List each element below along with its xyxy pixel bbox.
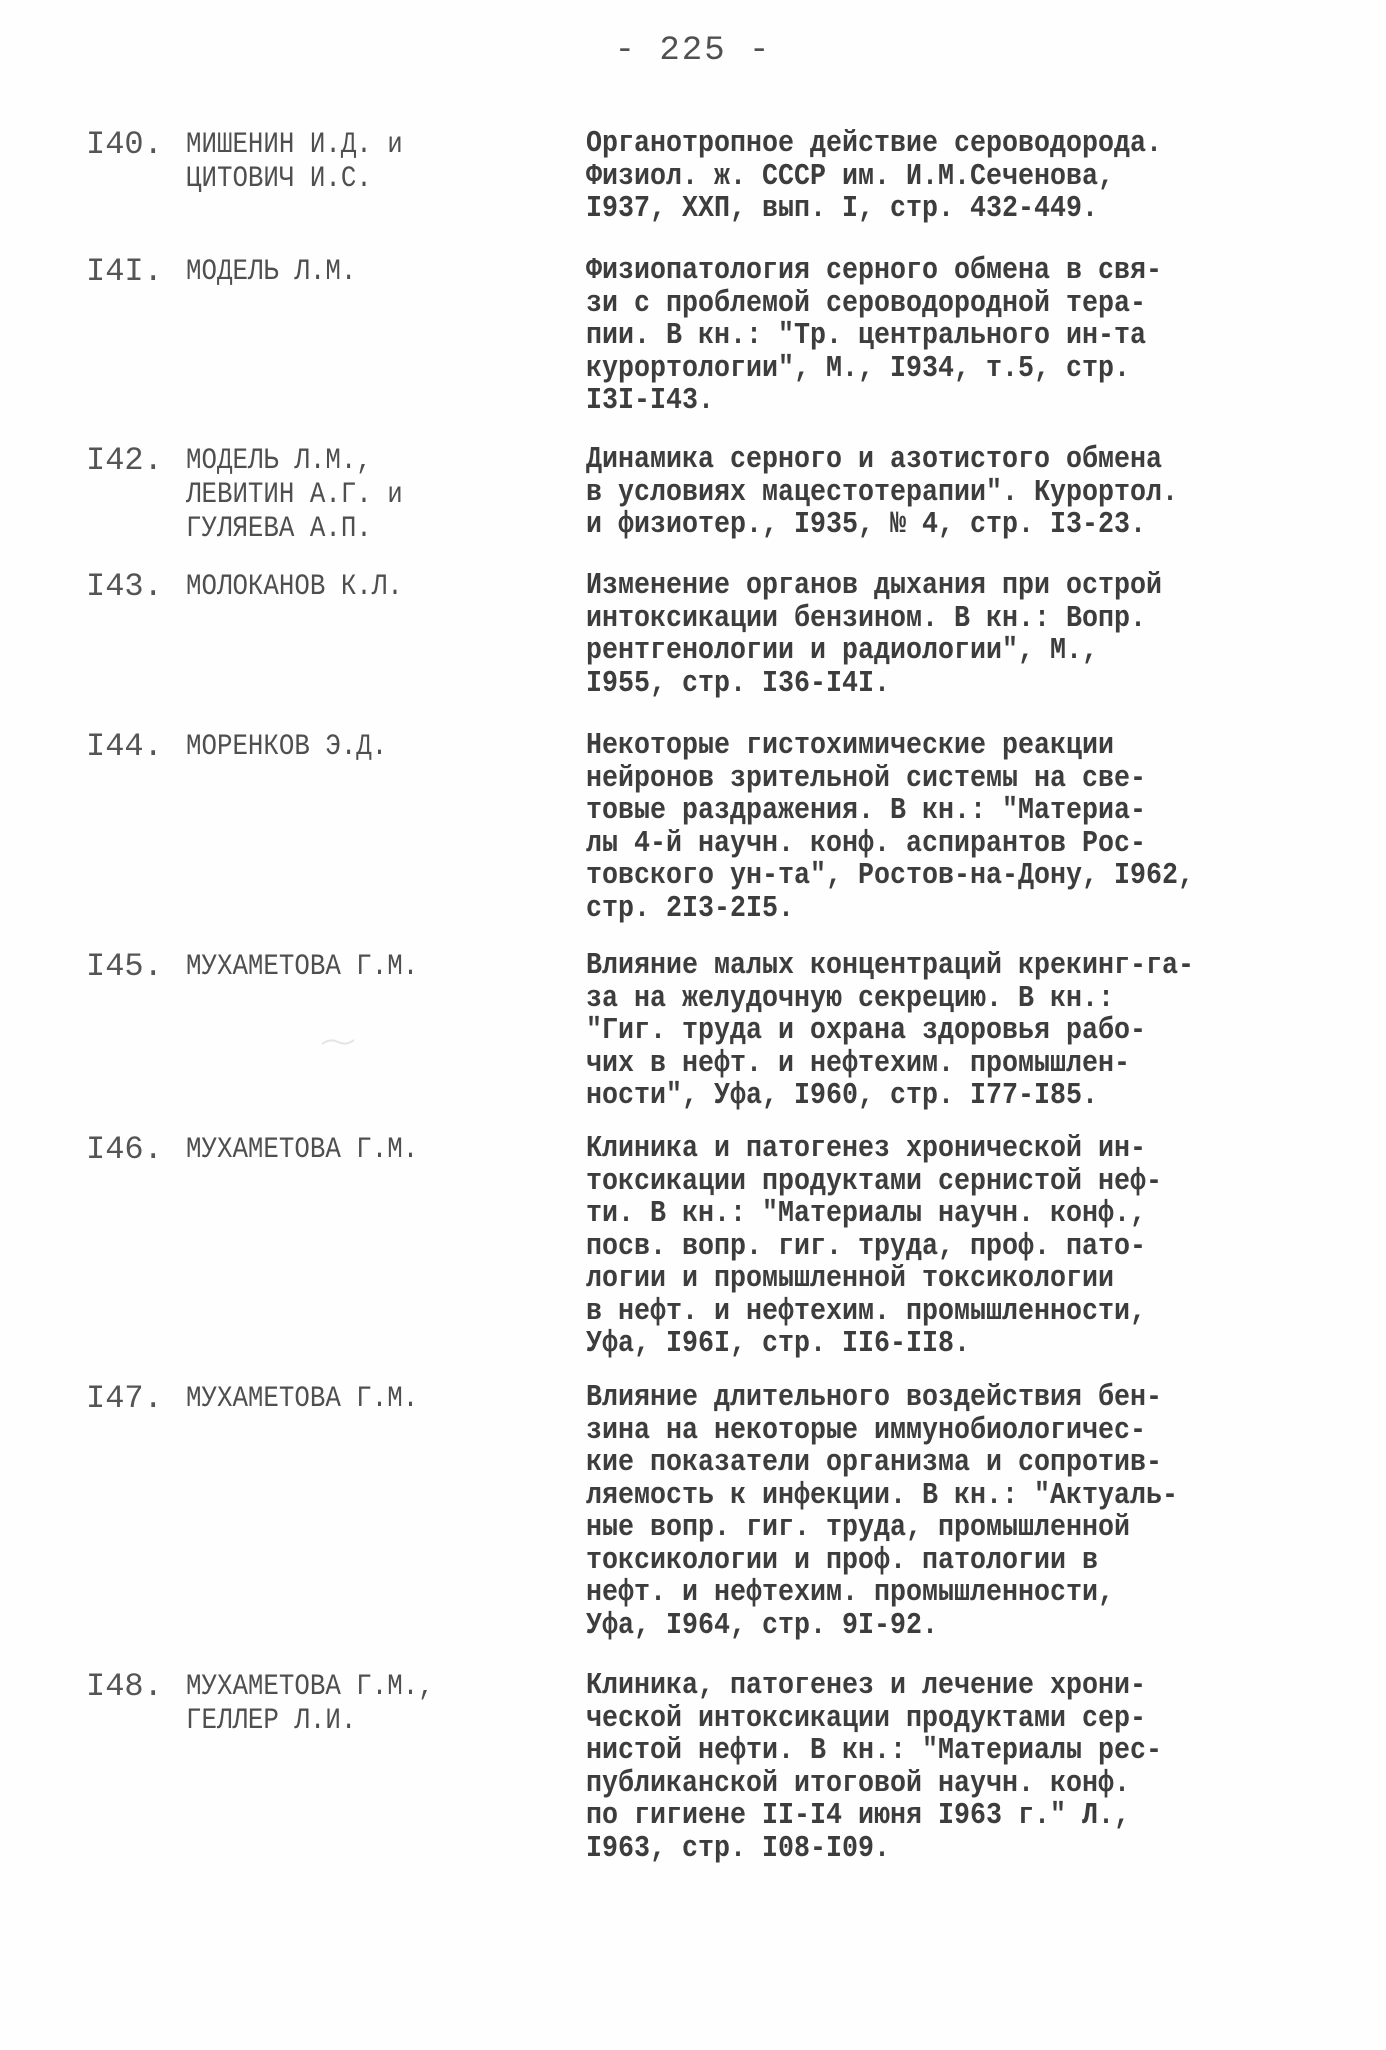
entry-authors: МОЛОКАНОВ К.Л.: [186, 570, 403, 604]
entry-title: Органотропное действие сероводорода. Физиол. ж. СССР им. И.М.Сеченова, I937, ХХП, вып. I, стр. 432-449.: [586, 126, 1162, 226]
entry-authors: МУХАМЕТОВА Г.М., ГЕЛЛЕР Л.И.: [186, 1670, 434, 1738]
entry-authors: МУХАМЕТОВА Г.М.: [186, 1382, 419, 1416]
entry-number: I42.: [86, 442, 163, 479]
paper-smudge: [320, 1036, 356, 1048]
entry-authors: МОРЕНКОВ Э.Д.: [186, 730, 388, 764]
entry-authors: МУХАМЕТОВА Г.М.: [186, 1133, 419, 1167]
entry-authors: МОДЕЛЬ Л.М.: [186, 255, 357, 289]
entry-number: I47.: [86, 1380, 163, 1417]
entry-title: Изменение органов дыхания при острой интоксикации бензином. В кн.: Вопр. рентгенологии и радиологии", М., I955, стр. I36-I4I.: [586, 568, 1162, 701]
entry-title: Влияние длительного воздействия бен- зина на некоторые иммунобиологичес- кие показатели организма и сопротив- ляемость к инфекции. В кн.: "Актуаль- ные вопр. гиг. труда, промышленной токсикологии и проф. патологии в нефт. и нефтехим. промышленности, Уфа, I964, стр. 9I-92.: [586, 1380, 1178, 1643]
entry-authors: МУХАМЕТОВА Г.М.: [186, 950, 419, 984]
entry-number: I45.: [86, 948, 163, 985]
entry-number: I44.: [86, 728, 163, 765]
entry-number: I46.: [86, 1131, 163, 1168]
entry-authors: МИШЕНИН И.Д. и ЦИТОВИЧ И.С.: [186, 128, 403, 196]
entry-title: Некоторые гистохимические реакции нейронов зрительной системы на све- товые раздражения. В кн.: "Материа- лы 4-й научн. конф. аспирантов Рос- товского ун-та", Ростов-на-Дону, I962, стр. 2I3-2I5.: [586, 728, 1194, 926]
entry-number: I48.: [86, 1668, 163, 1705]
page-number: - 225 -: [614, 32, 772, 70]
entry-title: Клиника и патогенез хронической ин- токсикации продуктами сернистой неф- ти. В кн.: "Материалы научн. конф., посв. вопр. гиг. труда, проф. пато- логии и промышленной токсикологии в нефт. и нефтехим. промышленности, Уфа, I96I, стр. II6-II8.: [586, 1131, 1162, 1361]
entry-title: Влияние малых концентраций крекинг-га- за на желудочную секрецию. В кн.: "Гиг. труда и охрана здоровья рабо- чих в нефт. и нефтехим. промышлен- ности", Уфа, I960, стр. I77-I85.: [586, 948, 1194, 1113]
entry-number: I40.: [86, 126, 163, 163]
entry-title: Физиопатология серного обмена в свя- зи с проблемой сероводородной тера- пии. В кн.: "Тр. центрального ин-та курортологии", М., I934, т.5, стр. I3I-I43.: [586, 253, 1162, 418]
entry-title: Динамика серного и азотистого обмена в условиях мацестотерапии". Курортол. и физиотер., I935, № 4, стр. I3-23.: [586, 442, 1178, 542]
entry-title: Клиника, патогенез и лечение хрони- ческой интоксикации продуктами сер- нистой нефти. В кн.: "Материалы рес- публиканской итоговой научн. конф. по гигиене II-I4 июня I963 г." Л., I963, стр. I08-I09.: [586, 1668, 1162, 1866]
entry-number: I43.: [86, 568, 163, 605]
entry-authors: МОДЕЛЬ Л.М., ЛЕВИТИН А.Г. и ГУЛЯЕВА А.П.: [186, 444, 403, 546]
entry-number: I4I.: [86, 253, 163, 290]
